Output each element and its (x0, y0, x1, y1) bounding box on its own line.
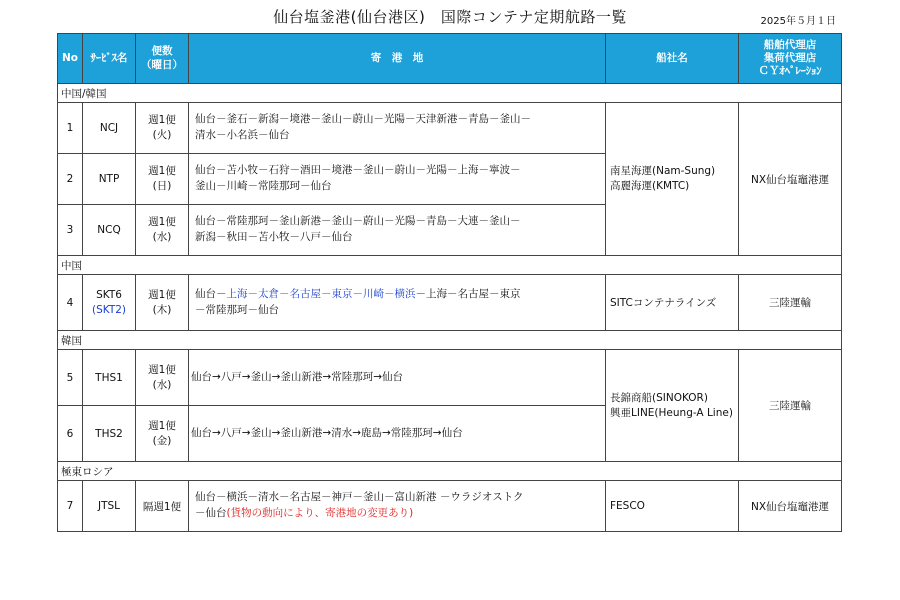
row-frequency (136, 205, 189, 256)
agent-cell: NX仙台塩竈港運 (739, 481, 842, 532)
route-table (57, 33, 842, 532)
row-frequency (136, 406, 189, 462)
route-segment: －仙台 (195, 507, 227, 519)
header-agent (739, 34, 842, 84)
section-russia: 極東ロシア (58, 462, 842, 481)
row-route (189, 205, 606, 256)
route-segment-alt: 上海－太倉－名古屋－東京－川崎－横浜 (226, 287, 416, 300)
row-route (189, 154, 606, 205)
frequency-count: 週1便 (148, 288, 176, 301)
route-segment: －上海－名古屋－東京 (415, 287, 521, 300)
carrier-cell (606, 103, 739, 256)
section-korea: 韓国 (58, 331, 842, 350)
frequency-count: 週1便 (148, 165, 176, 178)
frequency-count: 週1便 (148, 419, 176, 432)
header-frequency (136, 34, 189, 84)
carrier-name: 高麗海運(KMTC) (610, 180, 690, 192)
row-frequency (136, 350, 189, 406)
section-row (58, 331, 842, 350)
route-line: 仙台－釜石－新潟－境港－釜山－蔚山－光陽－天津新港－青島－釜山－ (195, 113, 531, 126)
section-row (58, 462, 842, 481)
row-no: 1 (58, 103, 83, 154)
row-route (189, 103, 606, 154)
route-line: －常陸那珂－仙台 (195, 303, 279, 316)
row-route (189, 481, 606, 532)
row-service: NTP (83, 154, 136, 205)
frequency-count: 週1便 (148, 114, 176, 127)
frequency-day: (金) (152, 434, 172, 447)
header-ports: 寄 港 地 (189, 34, 606, 84)
frequency-day: (日) (152, 180, 172, 192)
service-name: SKT6 (96, 288, 122, 301)
header-carrier: 船社名 (606, 34, 739, 84)
row-frequency (136, 275, 189, 331)
carrier-cell (606, 350, 739, 462)
carrier-name: 南星海運(Nam-Sung) (610, 165, 716, 178)
header-agent-line1: 船舶代理店 (763, 38, 817, 51)
row-frequency (136, 154, 189, 205)
row-service (83, 275, 136, 331)
frequency-count: 週1便 (148, 216, 176, 229)
table-row (58, 481, 842, 532)
row-service: THS2 (83, 406, 136, 462)
row-no: 6 (58, 406, 83, 462)
carrier-name: 興亜LINE(Heung-A Line) (610, 406, 733, 419)
header-agent-line2: 集荷代理店 (763, 51, 817, 64)
section-china: 中国 (58, 256, 842, 275)
route-line: 釜山－川崎－常陸那珂－仙台 (195, 180, 332, 192)
row-frequency: 隔週1便 (136, 481, 189, 532)
agent-cell: NX仙台塩竈港運 (739, 103, 842, 256)
carrier-cell: FESCO (606, 481, 739, 532)
route-note: (貨物の動向により、寄港地の変更あり) (226, 507, 414, 519)
row-no: 7 (58, 481, 83, 532)
frequency-day: (木) (152, 303, 172, 316)
issue-date: 2025年５月１日 (760, 16, 836, 27)
row-route: 仙台→八戸→釜山→釜山新港→清水→鹿島→常陸那珂→仙台 (189, 406, 606, 462)
carrier-cell: SITCコンテナラインズ (606, 275, 739, 331)
row-route: 仙台→八戸→釜山→釜山新港→常陸那珂→仙台 (189, 350, 606, 406)
route-line: 仙台－常陸那珂－釜山新港－釜山－蔚山－光陽－青島－大連－釜山－ (195, 215, 521, 228)
row-frequency (136, 103, 189, 154)
row-no: 4 (58, 275, 83, 331)
header-service: ｻｰﾋﾞｽ名 (83, 34, 136, 84)
header-agent-line3: ＣＹｵﾍﾟﾚｰｼｮﾝ (758, 65, 822, 78)
route-line: 仙台－苫小牧－石狩－酒田－境港－釜山－蔚山－光陽－上海－寧波－ (195, 164, 521, 177)
section-china-korea: 中国/韓国 (58, 84, 842, 103)
route-segment: 仙台－ (195, 287, 227, 300)
table-row (58, 103, 842, 154)
row-no: 2 (58, 154, 83, 205)
agent-cell: 三陸運輸 (739, 350, 842, 462)
frequency-day: (火) (152, 129, 172, 141)
route-line: 仙台－横浜－清水－名古屋－神戸－釜山－富山新港 －ウラジオストク (195, 491, 524, 504)
section-row (58, 84, 842, 103)
row-route (189, 275, 606, 331)
carrier-name: 長錦商船(SINOKOR) (610, 391, 708, 404)
frequency-count: 週1便 (148, 363, 176, 376)
table-row (58, 350, 842, 406)
row-service: NCJ (83, 103, 136, 154)
page-title: 仙台塩釜港(仙台港区) 国際コンテナ定期航路一覧 (273, 8, 627, 26)
row-service: NCQ (83, 205, 136, 256)
frequency-day: (水) (152, 231, 172, 243)
frequency-day: (水) (152, 378, 172, 391)
row-service: JTSL (83, 481, 136, 532)
route-line (195, 287, 601, 303)
agent-cell: 三陸運輸 (739, 275, 842, 331)
header-frequency-line2: （曜日） (141, 58, 183, 71)
header-no: No (58, 34, 83, 84)
route-line: 清水－小名浜－仙台 (195, 129, 290, 141)
header-row (58, 34, 842, 84)
section-row (58, 256, 842, 275)
header-frequency-line1: 便数 (151, 45, 173, 58)
service-alt-name: (SKT2) (91, 303, 127, 316)
row-service: THS1 (83, 350, 136, 406)
table-row (58, 275, 842, 331)
route-line: 新潟－秋田－苫小牧－八戸－仙台 (195, 231, 353, 243)
row-no: 3 (58, 205, 83, 256)
row-no: 5 (58, 350, 83, 406)
route-line (195, 506, 601, 522)
